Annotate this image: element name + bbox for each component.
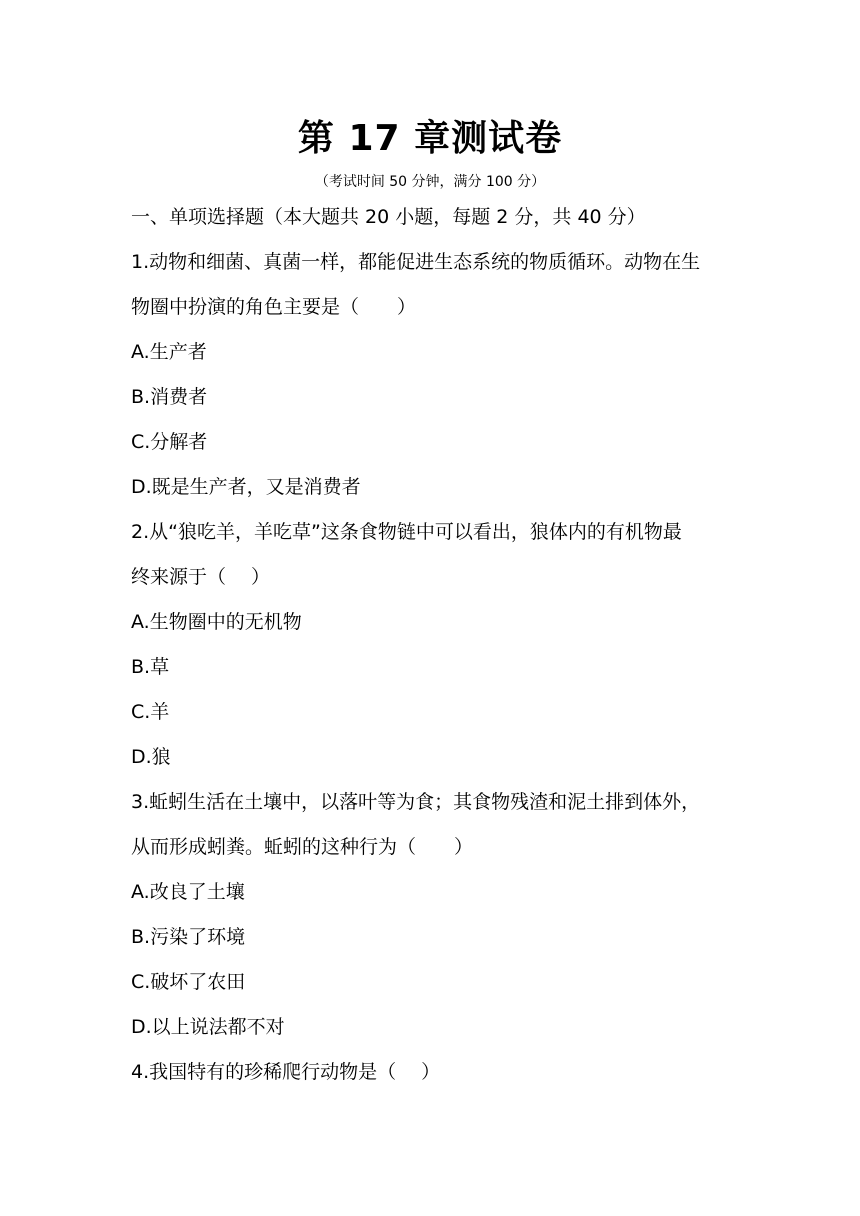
exam-title: 第 17 章测试卷: [297, 118, 563, 159]
question-2-stem-line-2: 终来源于（ ）: [131, 566, 271, 588]
question-1-option-a: A.生产者: [131, 341, 207, 363]
question-1-option-c: C.分解者: [131, 431, 208, 453]
question-2-option-a: A.生物圈中的无机物: [131, 611, 302, 633]
question-3-stem-line-1: 3.蚯蚓生活在土壤中，以落叶等为食；其食物残渣和泥土排到体外，: [131, 791, 701, 813]
question-1-option-d: D.既是生产者，又是消费者: [131, 476, 361, 498]
question-1-option-b: B.消费者: [131, 386, 208, 408]
question-3-stem-line-2: 从而形成蚓粪。蚯蚓的这种行为（ ）: [131, 836, 474, 858]
question-2-option-d: D.狼: [131, 746, 171, 768]
question-3-option-a: A.改良了土壤: [131, 881, 245, 903]
question-2-stem-line-1: 2.从“狼吃羊，羊吃草”这条食物链中可以看出，狼体内的有机物最: [131, 521, 682, 543]
question-1-stem-line-1: 1.动物和细菌、真菌一样，都能促进生态系统的物质循环。动物在生: [131, 251, 701, 273]
question-2-option-b: B.草: [131, 656, 170, 678]
question-4-stem-line-1: 4.我国特有的珍稀爬行动物是（ ）: [131, 1061, 441, 1083]
section-heading: 一、单项选择题（本大题共 20 小题，每题 2 分，共 40 分）: [131, 206, 646, 228]
question-2-option-c: C.羊: [131, 701, 170, 723]
question-3-option-c: C.破坏了农田: [131, 971, 246, 993]
question-1-stem-line-2: 物圈中扮演的角色主要是（ ）: [131, 296, 417, 318]
exam-subtitle: （考试时间 50 分钟，满分 100 分）: [314, 174, 546, 190]
question-3-option-b: B.污染了环境: [131, 926, 246, 948]
question-3-option-d: D.以上说法都不对: [131, 1016, 285, 1038]
